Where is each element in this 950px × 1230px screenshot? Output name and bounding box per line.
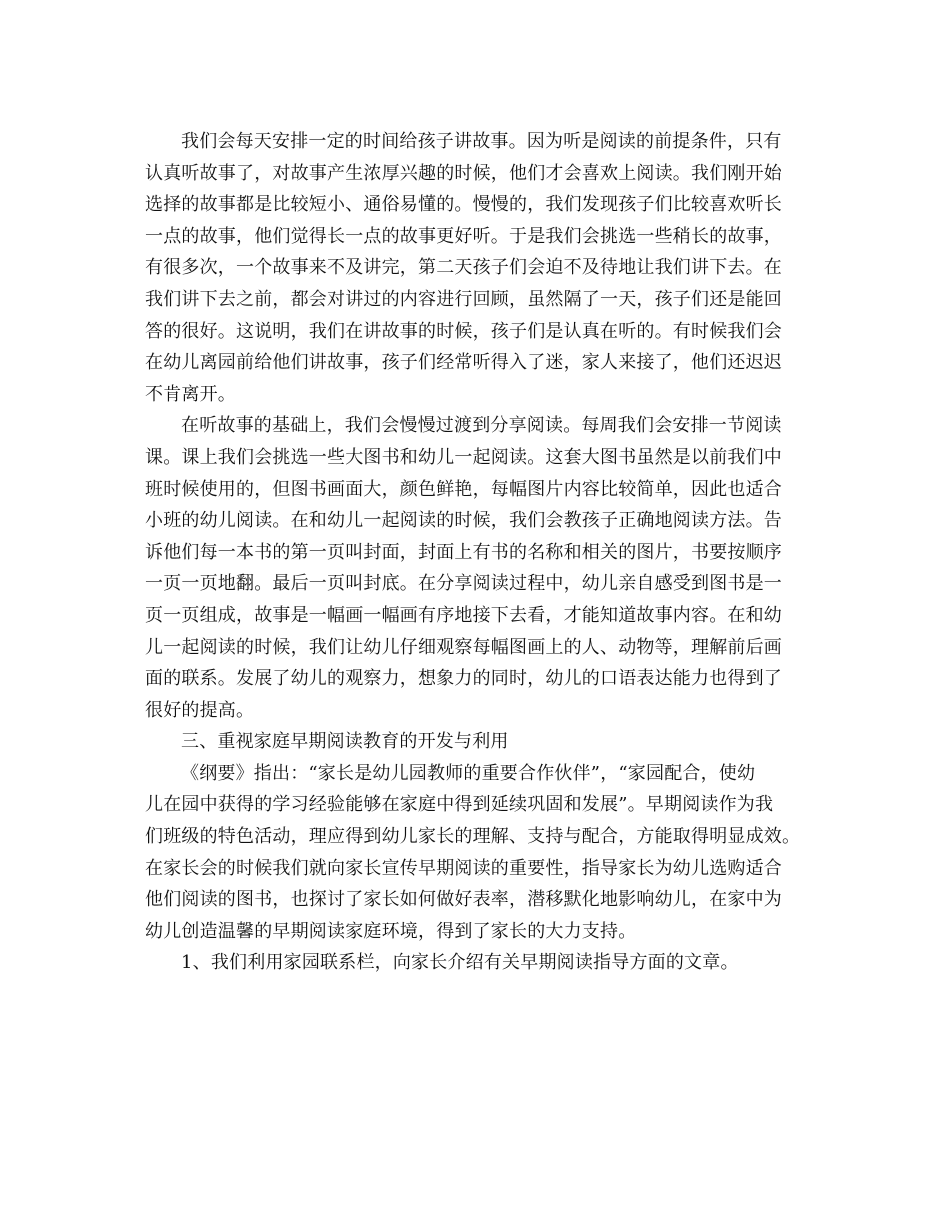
text-line: 页一页组成，故事是一幅画一幅画有序地接下去看，才能知道故事内容。在和幼 (145, 604, 782, 626)
text-line: 一点的故事，他们觉得长一点的故事更好听。于是我们会挑选一些稍长的故事， (145, 225, 782, 247)
section-heading (145, 726, 805, 758)
text-line: 在幼儿离园前给他们讲故事，孩子们经常听得入了迷，家人来接了，他们还迟迟 (145, 352, 782, 374)
text-line: 1、我们利用家园联系栏，向家长介绍有关早期阅读指导方面的文章。 (181, 952, 739, 974)
text-line: 面的联系。发展了幼儿的观察力，想象力的同时，幼儿的口语表达能力也得到了 (145, 668, 782, 690)
text-line: 他们阅读的图书，也探讨了家长如何做好表率，潜移默化地影响幼儿，在家中为 (145, 889, 782, 911)
list-item-1 (145, 947, 805, 979)
text-line: 不肯离开。 (145, 383, 236, 405)
paragraph-shared-reading (145, 410, 805, 726)
text-line: 在家长会的时候我们就向家长宣传早期阅读的重要性，指导家长为幼儿选购适合 (145, 857, 782, 879)
text-line: 儿在园中获得的学习经验能够在家庭中得到延续巩固和发展”。早期阅读作为我 (145, 794, 774, 816)
text-line: 幼儿创造温馨的早期阅读家庭环境，得到了家长的大力支持。 (145, 920, 637, 942)
document-body (145, 126, 805, 979)
text-line: 《纲要》指出：“家长是幼儿园教师的重要合作伙伴”，“家园配合，使幼 (181, 762, 756, 784)
text-line: 班时候使用的，但图书画面大，颜色鲜艳，每幅图片内容比较简单，因此也适合 (145, 478, 782, 500)
text-line: 课。课上我们会挑选一些大图书和幼儿一起阅读。这套大图书虽然是以前我们中 (145, 446, 782, 468)
text-line: 们班级的特色活动，理应得到幼儿家长的理解、支持与配合，方能取得明显成效。 (145, 826, 801, 848)
text-line: 在听故事的基础上，我们会慢慢过渡到分享阅读。每周我们会安排一节阅读 (181, 415, 782, 437)
text-line: 一页一页地翻。最后一页叫封底。在分享阅读过程中，幼儿亲自感受到图书是一 (145, 573, 782, 595)
text-line: 三、重视家庭早期阅读教育的开发与利用 (181, 731, 509, 753)
text-line: 选择的故事都是比较短小、通俗易懂的。慢慢的，我们发现孩子们比较喜欢听长 (145, 194, 782, 216)
text-line: 有很多次，一个故事来不及讲完，第二天孩子们会迫不及待地让我们讲下去。在 (145, 257, 782, 279)
text-line: 很好的提高。 (145, 699, 255, 721)
text-line: 儿一起阅读的时候，我们让幼儿仔细观察每幅图画上的人、动物等，理解前后画 (145, 636, 782, 658)
text-line: 我们会每天安排一定的时间给孩子讲故事。因为听是阅读的前提条件，只有 (181, 131, 782, 152)
paragraph-outline-quote (145, 758, 805, 948)
text-line: 我们讲下去之前，都会对讲过的内容进行回顾，虽然隔了一天，孩子们还是能回 (145, 288, 782, 310)
text-line: 认真听故事了，对故事产生浓厚兴趣的时候，他们才会喜欢上阅读。我们刚开始 (145, 162, 782, 184)
text-line: 诉他们每一本书的第一页叫封面，封面上有书的名称和相关的图片，书要按顺序 (145, 541, 782, 563)
text-line: 答的很好。这说明，我们在讲故事的时候，孩子们是认真在听的。有时候我们会 (145, 320, 782, 342)
paragraph-storytelling (145, 126, 805, 410)
text-line: 小班的幼儿阅读。在和幼儿一起阅读的时候，我们会教孩子正确地阅读方法。告 (145, 510, 782, 532)
